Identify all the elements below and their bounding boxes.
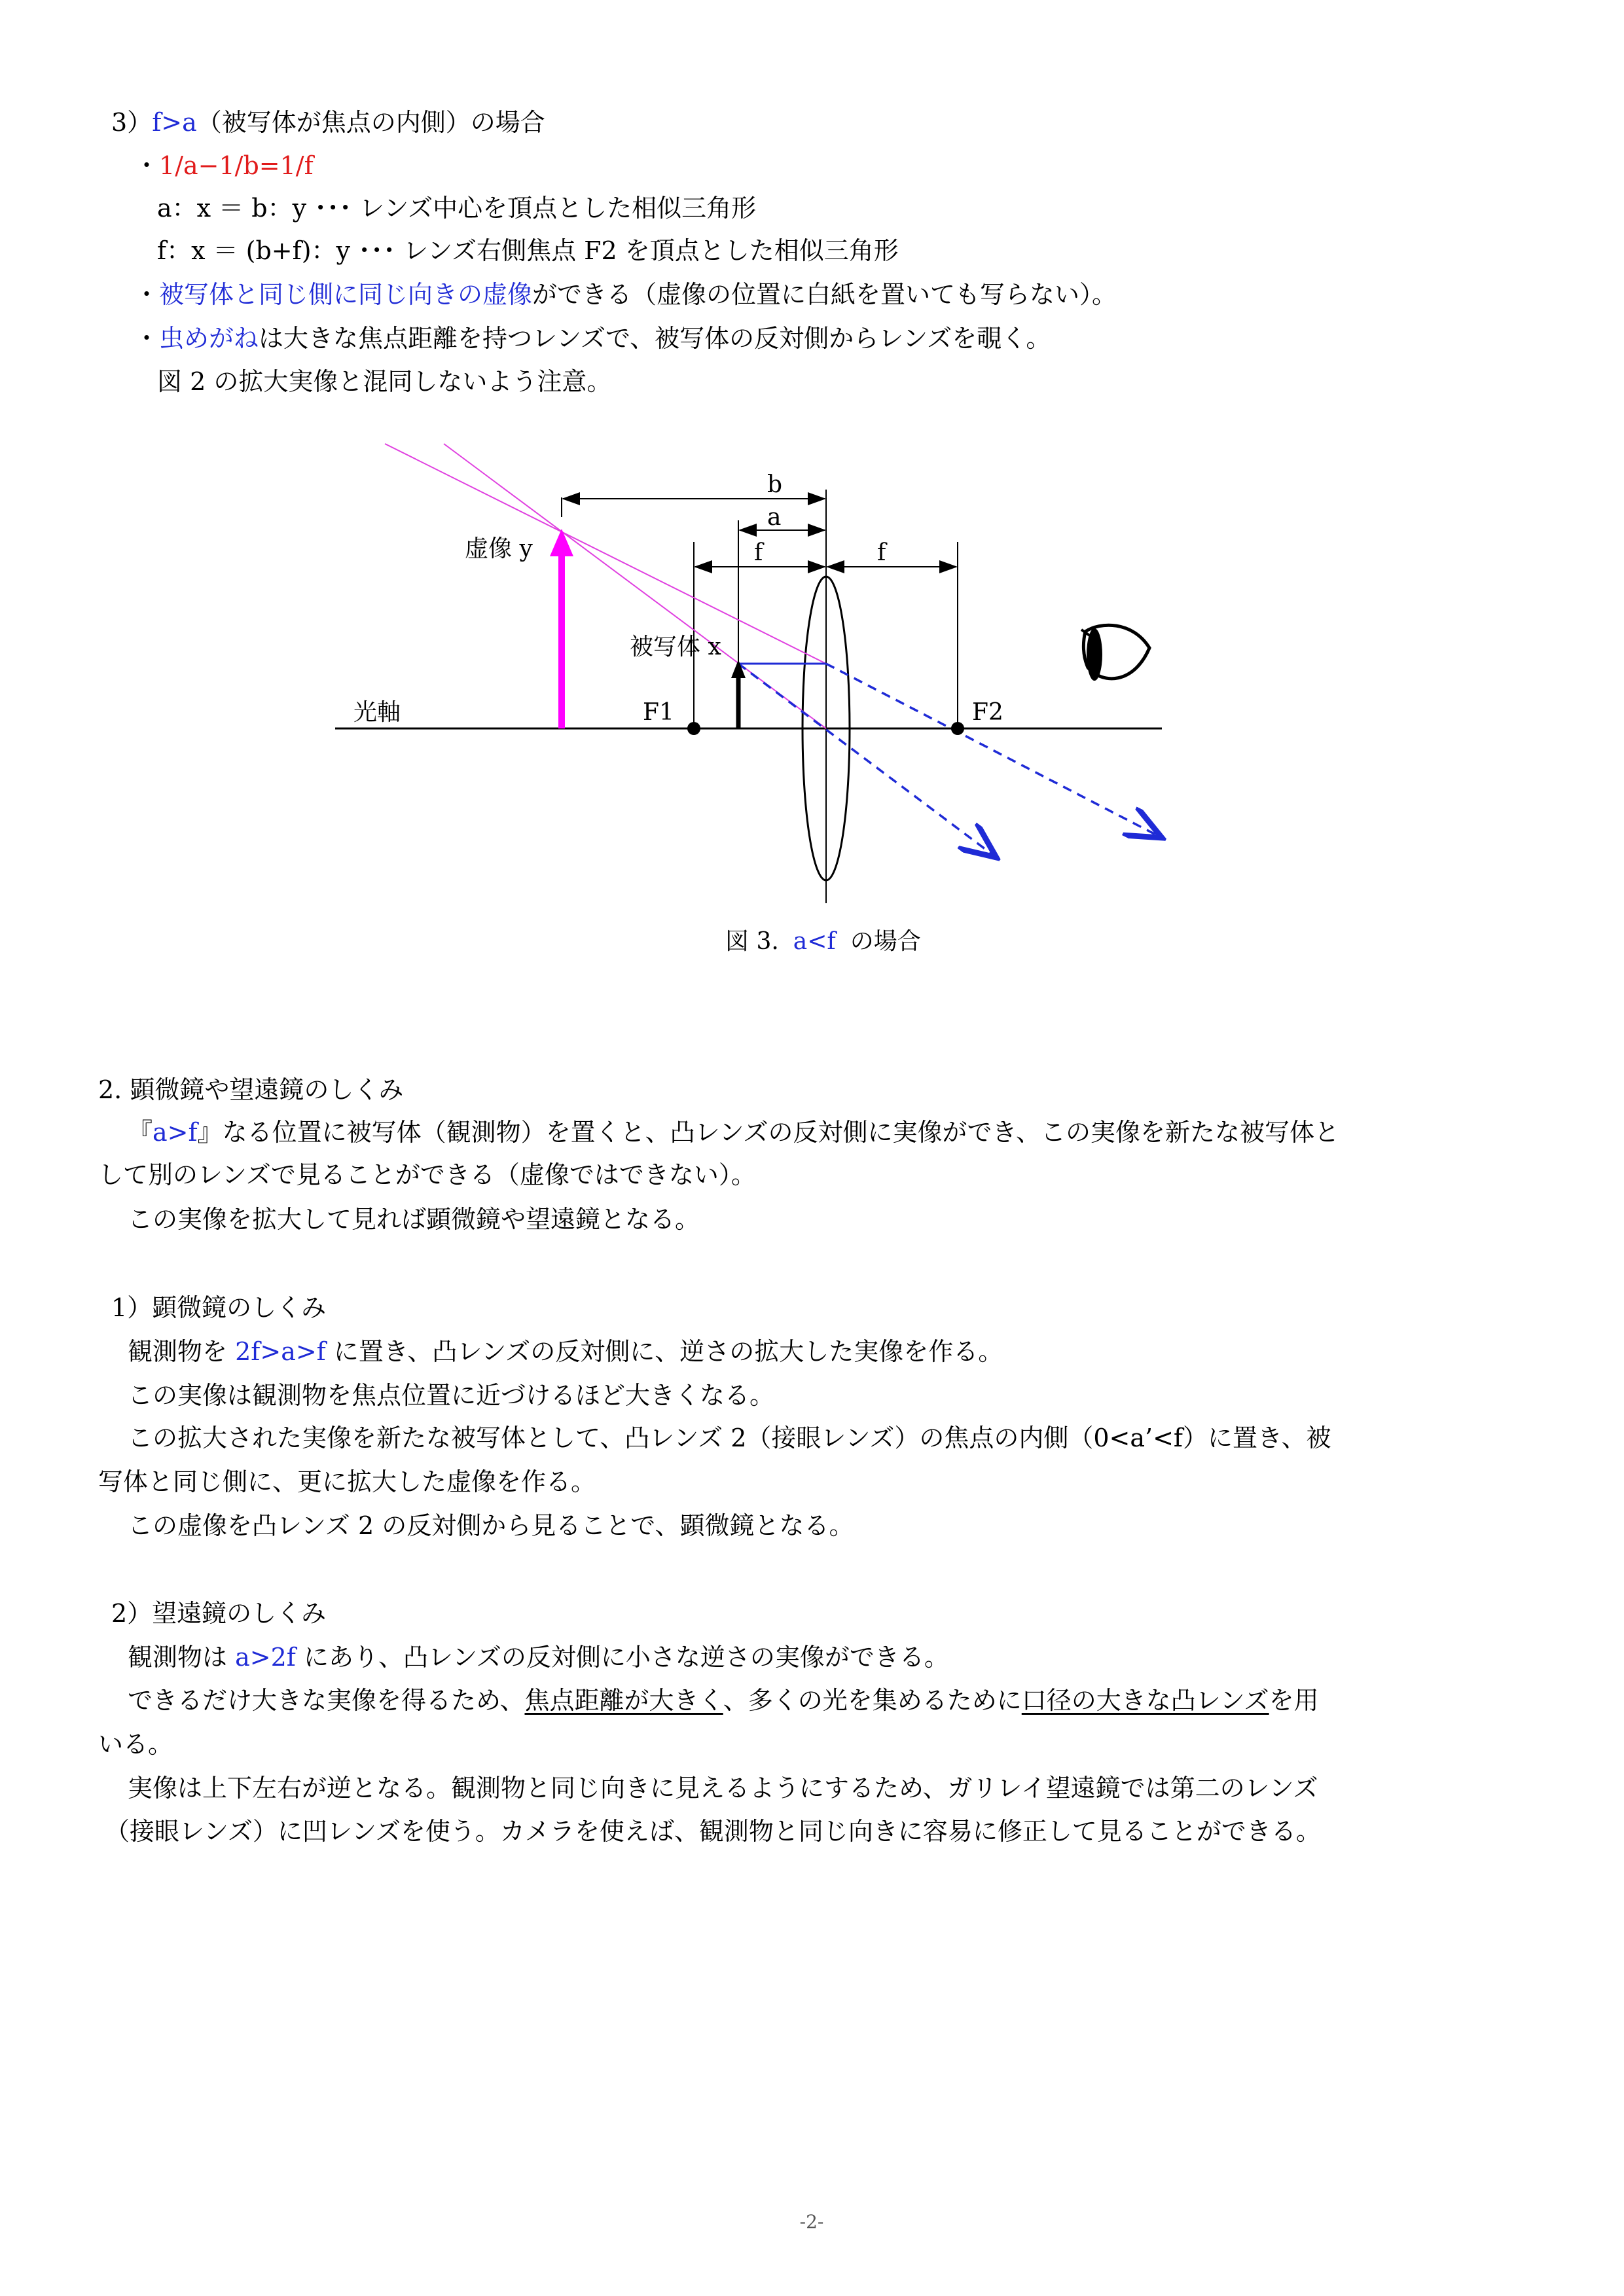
figure-3-diagram bbox=[0, 0, 1624, 969]
microscope-p2: この実像は観測物を焦点位置に近づけるほど大きくなる。 bbox=[128, 1381, 775, 1410]
section-2-paragraph-1b: して別のレンズで見ることができる（虚像ではできない）。 bbox=[98, 1160, 756, 1189]
refracted-ray-focal bbox=[826, 664, 1162, 838]
microscope-p4: この虚像を凸レンズ 2 の反対側から見ることで、顕微鏡となる。 bbox=[128, 1511, 854, 1540]
label-b: b bbox=[767, 471, 783, 498]
section-2-heading: 2. 顕微鏡や望遠鏡のしくみ bbox=[98, 1075, 404, 1104]
magnifier-note: 図 2 の拡大実像と混同しないよう注意。 bbox=[157, 367, 612, 396]
eye-icon bbox=[1081, 625, 1149, 681]
bullet-formula: ・1/a−1/b=1/f bbox=[134, 151, 314, 180]
bullet-virtual-image: ・被写体と同じ側に同じ向きの虚像ができる（虚像の位置に白紙を置いても写らない）。 bbox=[134, 280, 1117, 309]
similar-triangle-2: f：x ＝ (b+f)：y ･･･ レンズ右側焦点 F2 を頂点とした相似三角形 bbox=[157, 236, 899, 265]
virtual-image-arrowhead bbox=[550, 529, 573, 556]
page-number: -2- bbox=[799, 2211, 824, 2233]
microscope-heading: 1）顕微鏡のしくみ bbox=[111, 1293, 327, 1322]
label-f-right: f bbox=[877, 539, 886, 566]
bullet-magnifier: ・虫めがねは大きな焦点距離を持つレンズで、被写体の反対側からレンズを覗く。 bbox=[134, 324, 1051, 353]
figure-caption: 図 3. a<f の場合 bbox=[725, 928, 921, 955]
telescope-p3b: （接眼レンズ）に凹レンズを使う。カメラを使えば、観測物と同じ向きに容易に修正して見ることができる。 bbox=[105, 1817, 1321, 1846]
section-2-paragraph-2: この実像を拡大して見れば顕微鏡や望遠鏡となる。 bbox=[128, 1205, 700, 1234]
similar-triangle-1: a：x ＝ b：y ･･･ レンズ中心を頂点とした相似三角形 bbox=[157, 194, 757, 223]
label-optical-axis: 光軸 bbox=[353, 699, 401, 726]
telescope-p2: できるだけ大きな実像を得るため、焦点距離が大きく、多くの光を集めるために口径の大きな凸レンズを用 bbox=[128, 1686, 1319, 1715]
focal-point-f1 bbox=[687, 722, 700, 735]
microscope-p3: この拡大された実像を新たな被写体として、凸レンズ 2（接眼レンズ）の焦点の内側（0<a’<f）に置き、被 bbox=[128, 1424, 1331, 1452]
label-object: 被写体 x bbox=[630, 634, 721, 660]
label-a: a bbox=[767, 504, 782, 531]
telescope-p2b: いる。 bbox=[98, 1730, 173, 1759]
microscope-p3b: 写体と同じ側に、更に拡大した虚像を作る。 bbox=[98, 1467, 596, 1496]
lens-formula: 1/a−1/b=1/f bbox=[159, 151, 314, 180]
section-3-heading: 3）f>a（被写体が焦点の内側）の場合 bbox=[111, 108, 545, 137]
microscope-p1: 観測物を 2f>a>f に置き、凸レンズの反対側に、逆さの拡大した実像を作る。 bbox=[128, 1337, 1003, 1366]
focal-point-f2 bbox=[951, 722, 964, 735]
label-virtual-image: 虚像 y bbox=[465, 535, 533, 562]
label-F2: F2 bbox=[972, 699, 1003, 726]
object-arrowhead bbox=[731, 660, 746, 678]
telescope-heading: 2）望遠鏡のしくみ bbox=[111, 1599, 327, 1628]
section-2-paragraph-1: 『a>f』なる位置に被写体（観測物）を置くと、凸レンズの反対側に実像ができ、この実像を新たな被写体と bbox=[128, 1118, 1339, 1147]
label-f-left: f bbox=[754, 539, 763, 566]
label-F1: F1 bbox=[643, 699, 674, 726]
telescope-p1: 観測物は a>2f にあり、凸レンズの反対側に小さな逆さの実像ができる。 bbox=[128, 1643, 949, 1672]
telescope-p3: 実像は上下左右が逆となる。観測物と同じ向きに見えるようにするため、ガリレイ望遠鏡では第二のレンズ bbox=[128, 1774, 1318, 1803]
condition-f-gt-a: f>a bbox=[152, 108, 197, 137]
